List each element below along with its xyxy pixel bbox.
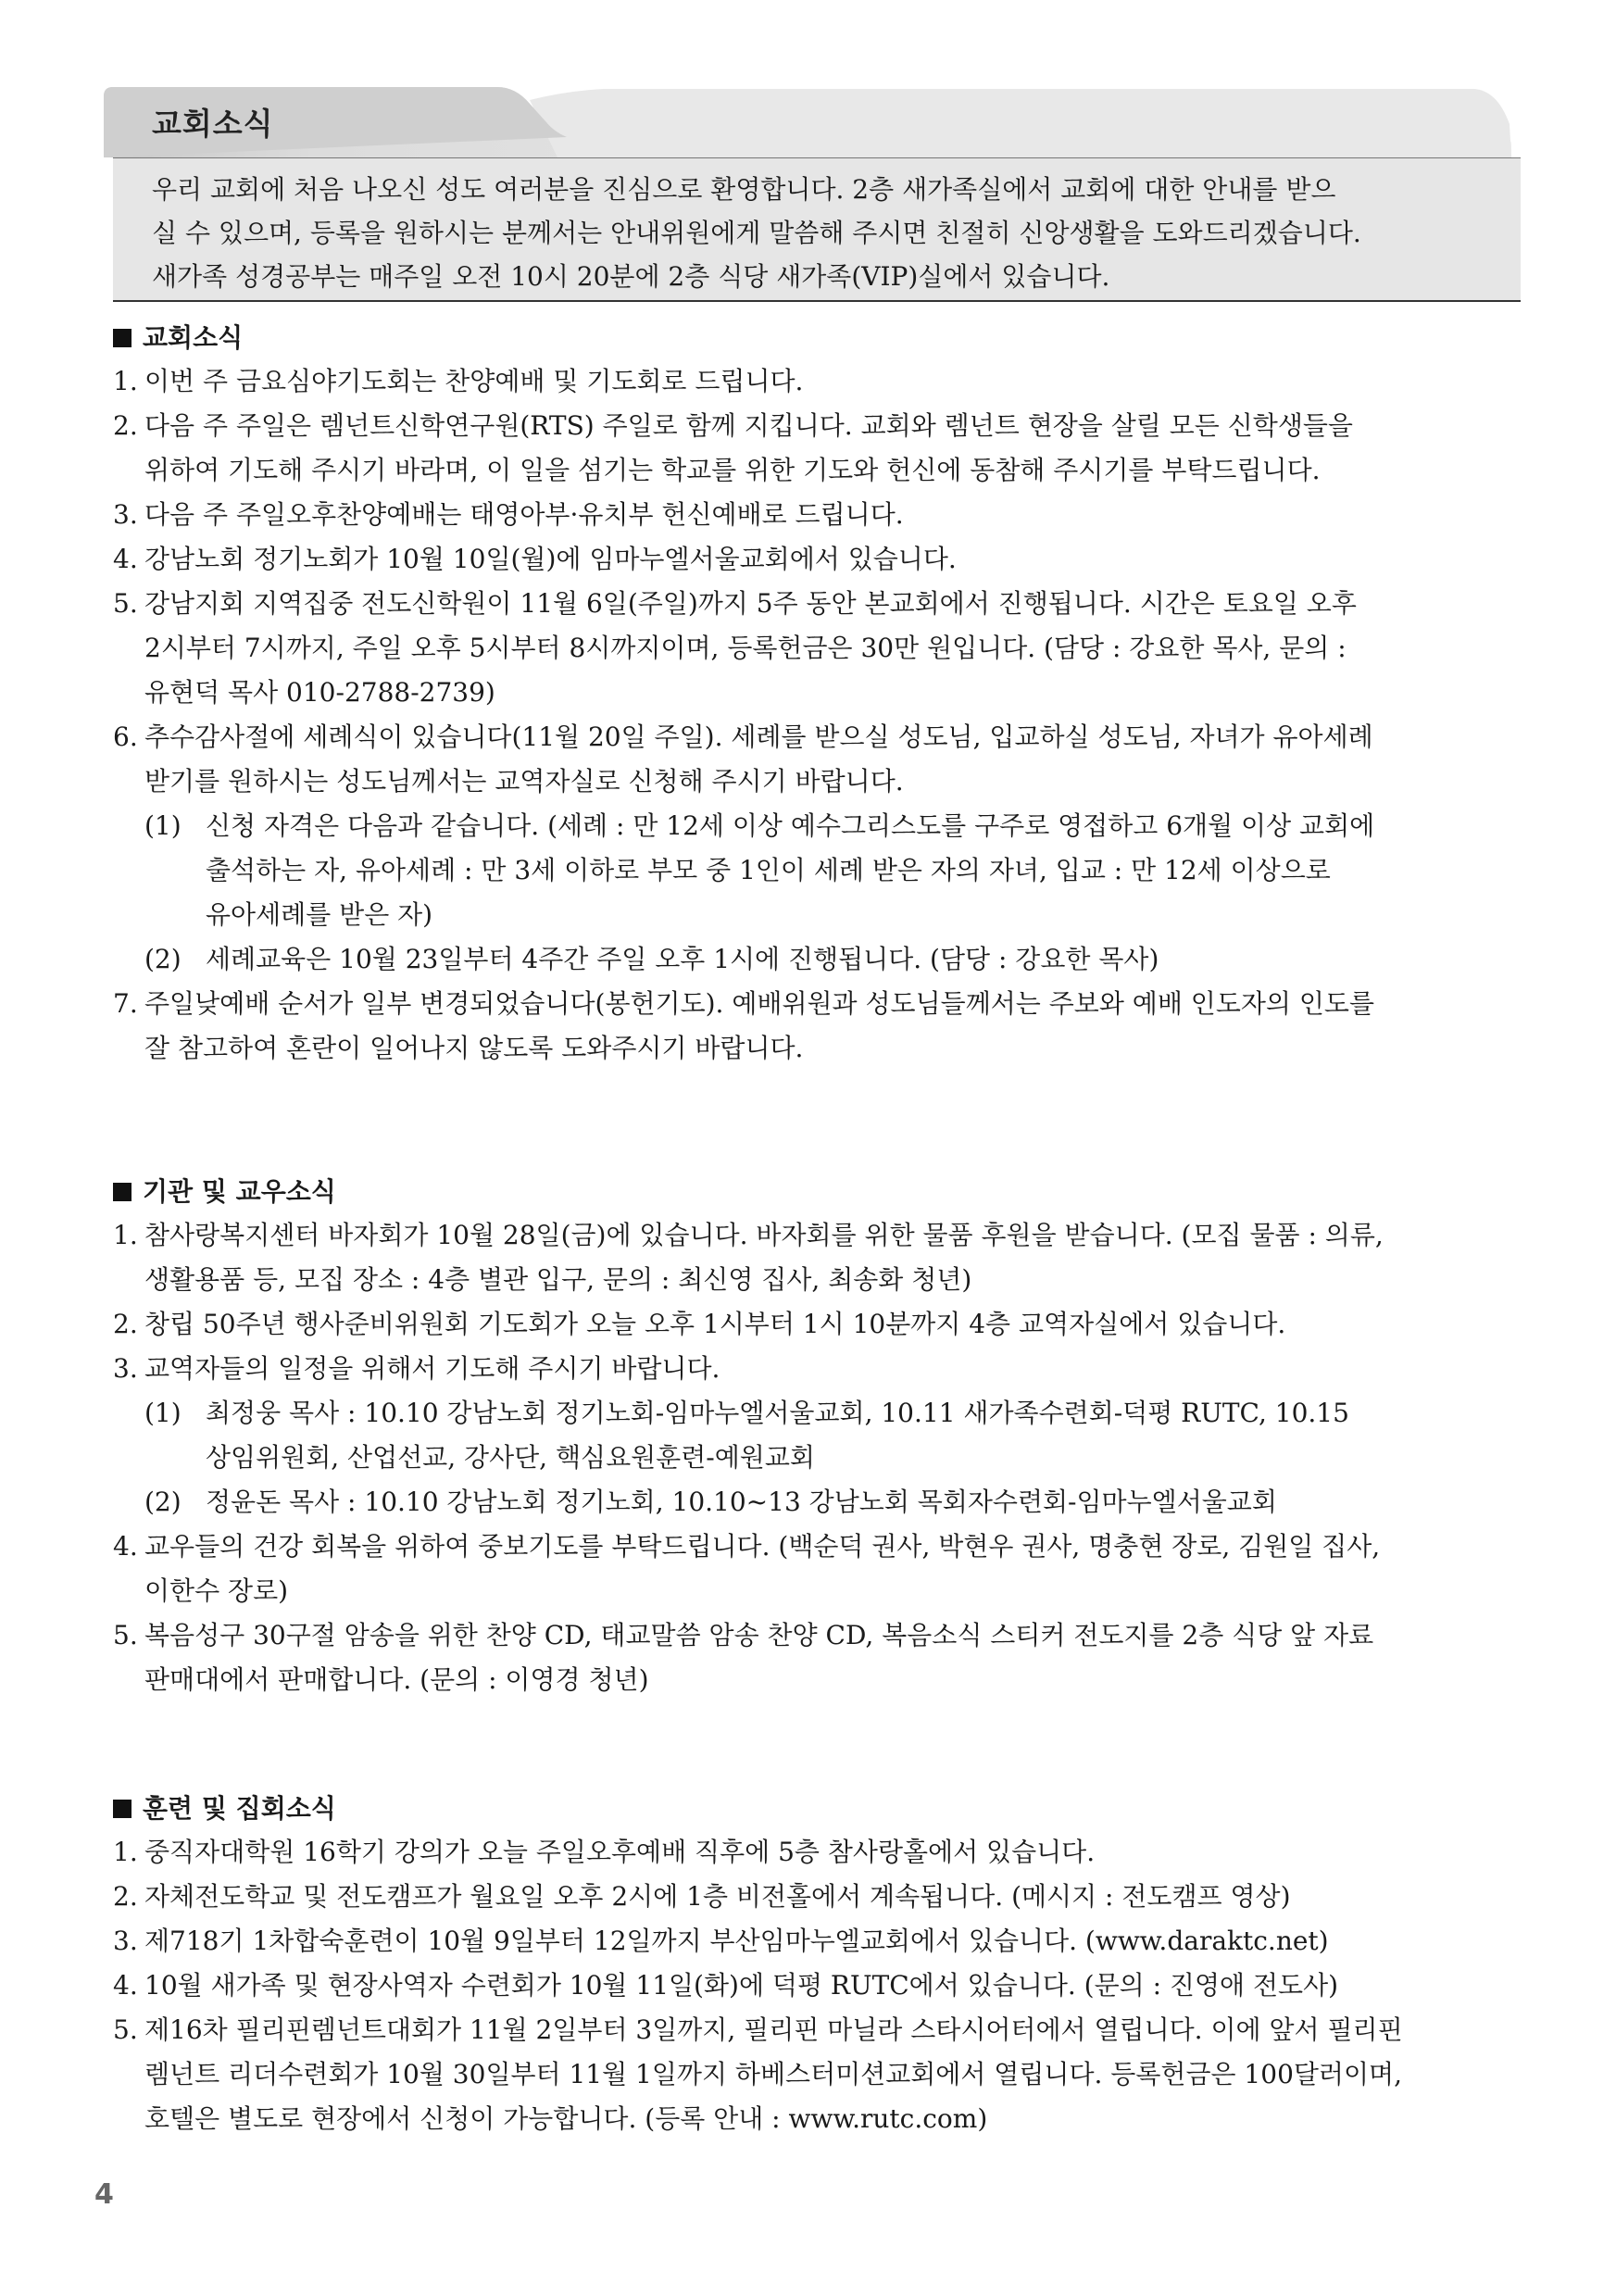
item-number: 3. (113, 1926, 138, 1956)
list-item (113, 2008, 1521, 2141)
item-line: 다음 주 주일오후찬양예배는 태영아부·유치부 헌신예배로 드립니다. (144, 499, 904, 530)
item-line: 제718기 1차합숙훈련이 10월 9일부터 12일까지 부산임마누엘교회에서 있습니다. (www.daraktc.net) (144, 1926, 1329, 1956)
square-bullet-icon (113, 329, 132, 347)
list-item (113, 982, 1521, 1071)
square-bullet-icon (113, 1183, 132, 1201)
list-item (113, 404, 1521, 493)
item-line: 판매대에서 판매합니다. (문의 : 이영경 청년) (144, 1664, 649, 1695)
list-item (113, 1613, 1521, 1702)
item-line: 유아세례를 받은 자) (206, 899, 433, 930)
list-item (113, 715, 1521, 804)
sub-item-number: (2) (144, 1487, 182, 1517)
list-item (113, 1347, 1521, 1391)
section-title: 훈련 및 집회소식 (143, 1793, 336, 1824)
item-line: 다음 주 주일은 렘넌트신학연구원(RTS) 주일로 함께 지킵니다. 교회와 렘넌트 현장을 살릴 모든 신학생들을 (144, 410, 1353, 441)
item-number: 1. (113, 1837, 138, 1867)
item-line: 2시부터 7시까지, 주일 오후 5시부터 8시까지이며, 등록헌금은 30만 원입니다. (담당 : 강요한 목사, 문의 : (144, 633, 1347, 663)
item-number: 2. (113, 1881, 138, 1912)
section-organization-news (113, 1171, 1521, 1702)
item-number: 1. (113, 1220, 138, 1250)
item-number: 7. (113, 988, 138, 1019)
item-line: 중직자대학원 16학기 강의가 오늘 주일오후예배 직후에 5층 참사랑홀에서 있습니다. (144, 1837, 1096, 1867)
item-line: 자체전도학교 및 전도캠프가 월요일 오후 2시에 1층 비전홀에서 계속됩니다. (메시지 : 전도캠프 영상) (144, 1881, 1291, 1912)
section-church-news (113, 317, 1521, 1071)
item-line: 참사랑복지센터 바자회가 10월 28일(금)에 있습니다. 바자회를 위한 물품 후원을 받습니다. (모집 물품 : 의류, (144, 1220, 1384, 1250)
sub-list-item (113, 1391, 1521, 1480)
item-line: 출석하는 자, 유아세례 : 만 3세 이하로 부모 중 1인이 세례 받은 자의 자녀, 입교 : 만 12세 이상으로 (206, 855, 1331, 885)
list-item (113, 1213, 1521, 1302)
item-number: 3. (113, 499, 138, 530)
list-item (113, 1524, 1521, 1613)
sub-list-item (113, 937, 1521, 982)
item-number: 3. (113, 1353, 138, 1384)
item-number: 5. (113, 2014, 138, 2045)
item-line: 추수감사절에 세례식이 있습니다(11월 20일 주일). 세례를 받으실 성도님, 입교하실 성도님, 자녀가 유아세례 (144, 721, 1373, 752)
list-item (113, 1919, 1521, 1964)
list-item (113, 1875, 1521, 1919)
sub-list-item (113, 1480, 1521, 1524)
item-line: 교역자들의 일정을 위해서 기도해 주시기 바랍니다. (144, 1353, 720, 1384)
item-line: 받기를 원하시는 성도님께서는 교역자실로 신청해 주시기 바랍니다. (144, 766, 904, 797)
item-line: 이한수 장로) (144, 1575, 289, 1606)
square-bullet-icon (113, 1800, 132, 1818)
list-item (113, 582, 1521, 715)
item-line: 세례교육은 10월 23일부터 4주간 주일 오후 1시에 진행됩니다. (담당 : 강요한 목사) (206, 944, 1159, 974)
item-line: 정윤돈 목사 : 10.10 강남노회 정기노회, 10.10~13 강남노회 목회자수련회-임마누엘서울교회 (206, 1487, 1277, 1517)
sub-list-item (113, 804, 1521, 937)
section-heading (113, 317, 1521, 359)
page-title: 교회소식 (152, 106, 274, 142)
banner-shape (104, 87, 1511, 157)
section-heading (113, 1171, 1521, 1213)
section-title: 교회소식 (143, 322, 244, 353)
section-banner (104, 87, 1511, 157)
welcome-line: 새가족 성경공부는 매주일 오전 10시 20분에 2층 식당 새가족(VIP)실에서 있습니다. (152, 261, 1110, 292)
sub-item-number: (2) (144, 944, 182, 974)
page-number: 4 (94, 2178, 114, 2211)
welcome-line: 우리 교회에 처음 나오신 성도 여러분을 진심으로 환영합니다. 2층 새가족실에서 교회에 대한 안내를 받으 (152, 174, 1336, 205)
item-line: 렘넌트 리더수련회가 10월 30일부터 11월 1일까지 하베스터미션교회에서 열립니다. 등록헌금은 100달러이며, (144, 2059, 1402, 2089)
list-item (113, 359, 1521, 404)
welcome-line: 실 수 있으며, 등록을 원하시는 분께서는 안내위원에게 말씀해 주시면 친절히 신앙생활을 도와드리겠습니다. (152, 218, 1361, 248)
item-line: 10월 새가족 및 현장사역자 수련회가 10월 11일(화)에 덕평 RUTC에서 있습니다. (문의 : 진영애 전도사) (144, 1970, 1339, 2001)
list-item (113, 1830, 1521, 1875)
item-line: 교우들의 건강 회복을 위하여 중보기도를 부탁드립니다. (백순덕 권사, 박현우 권사, 명충현 장로, 김원일 집사, (144, 1531, 1381, 1562)
item-line: 상임위원회, 산업선교, 강사단, 핵심요원훈련-예원교회 (206, 1442, 815, 1473)
item-number: 4. (113, 544, 138, 574)
item-line: 주일낮예배 순서가 일부 변경되었습니다(봉헌기도). 예배위원과 성도님들께서는 주보와 예배 인도자의 인도를 (144, 988, 1375, 1019)
item-line: 복음성구 30구절 암송을 위한 찬양 CD, 태교말씀 암송 찬양 CD, 복음소식 스티커 전도지를 2층 식당 앞 자료 (144, 1620, 1374, 1650)
welcome-box (113, 157, 1521, 302)
item-line: 신청 자격은 다음과 같습니다. (세례 : 만 12세 이상 예수그리스도를 구주로 영접하고 6개월 이상 교회에 (206, 810, 1375, 841)
item-line: 잘 참고하여 혼란이 일어나지 않도록 도와주시기 바랍니다. (144, 1033, 804, 1063)
item-number: 2. (113, 1309, 138, 1339)
item-line: 생활용품 등, 모집 장소 : 4층 별관 입구, 문의 : 최신영 집사, 최송화 청년) (144, 1264, 972, 1295)
item-line: 이번 주 금요심야기도회는 찬양예배 및 기도회로 드립니다. (144, 366, 804, 396)
item-line: 최정웅 목사 : 10.10 강남노회 정기노회-임마누엘서울교회, 10.11 새가족수련회-덕평 RUTC, 10.15 (206, 1398, 1349, 1428)
item-line: 위하여 기도해 주시기 바라며, 이 일을 섬기는 학교를 위한 기도와 헌신에 동참해 주시기를 부탁드립니다. (144, 455, 1321, 485)
item-line: 제16차 필리핀렘넌트대회가 11월 2일부터 3일까지, 필리핀 마닐라 스타시어터에서 열립니다. 이에 앞서 필리핀 (144, 2014, 1403, 2045)
sub-item-number: (1) (144, 810, 182, 841)
section-training-news (113, 1788, 1521, 2141)
sub-item-number: (1) (144, 1398, 182, 1428)
list-item (113, 493, 1521, 537)
item-number: 4. (113, 1531, 138, 1562)
item-number: 4. (113, 1970, 138, 2001)
item-number: 1. (113, 366, 138, 396)
item-line: 창립 50주년 행사준비위원회 기도회가 오늘 오후 1시부터 1시 10분까지 4층 교역자실에서 있습니다. (144, 1309, 1286, 1339)
item-line: 강남노회 정기노회가 10월 10일(월)에 임마누엘서울교회에서 있습니다. (144, 544, 957, 574)
list-item (113, 1964, 1521, 2008)
list-item (113, 1302, 1521, 1347)
list-item (113, 537, 1521, 582)
item-line: 유현덕 목사 010-2788-2739) (144, 677, 495, 708)
item-number: 2. (113, 410, 138, 441)
item-number: 5. (113, 588, 138, 619)
item-number: 5. (113, 1620, 138, 1650)
item-number: 6. (113, 721, 138, 752)
item-line: 호텔은 별도로 현장에서 신청이 가능합니다. (등록 안내 : www.rutc.com) (144, 2103, 988, 2134)
section-title: 기관 및 교우소식 (143, 1176, 336, 1207)
section-heading (113, 1788, 1521, 1830)
item-line: 강남지회 지역집중 전도신학원이 11월 6일(주일)까지 5주 동안 본교회에서 진행됩니다. 시간은 토요일 오후 (144, 588, 1357, 619)
